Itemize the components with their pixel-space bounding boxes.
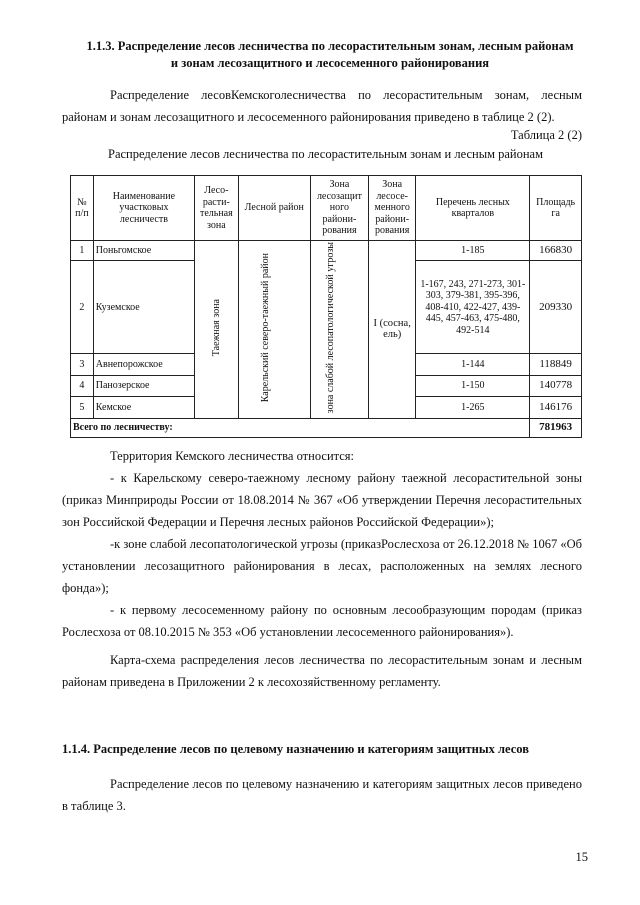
row-area: 118849 <box>530 354 582 376</box>
total-value: 781963 <box>530 418 582 437</box>
page-number: 15 <box>575 850 588 864</box>
heading-line-1: 1.1.3. Распределение лесов лесничества по лесорастительным зонам, лесным районам <box>86 39 574 53</box>
territory-lead: Территория Кемского лесничества относится: <box>110 449 355 463</box>
row-quarters: 1-185 <box>416 241 530 261</box>
purpose-paragraph: Распределение лесов по целевому назначению и категориям защитных лесов приведено в таблице 3. <box>62 777 582 813</box>
merged-seed: I (сосна, ель) <box>368 241 416 419</box>
row-area: 209330 <box>530 261 582 354</box>
row-num: 5 <box>71 397 94 419</box>
header-seed: Зона лесосе-менного райони-рования <box>368 176 416 241</box>
header-name: Наименование участковых лесничеств <box>93 176 194 241</box>
row-quarters: 1-150 <box>416 375 530 397</box>
territory-item-2: -к зоне слабой лесопатологической угрозы (приказРослесхоза от 26.12.2018 № 1067 «Об установлении лесозащитного районирования в лесах, расположенных на землях лесного фонда»); <box>62 537 582 595</box>
header-area: Площадь га <box>530 176 582 241</box>
row-name: Кемское <box>93 397 194 419</box>
row-area: 166830 <box>530 241 582 261</box>
row-num: 2 <box>71 261 94 354</box>
header-zone: Лесо-расти-тельная зона <box>195 176 238 241</box>
territory-item-1: - к Карельскому северо-таежному лесному району таежной лесорастительной зоны (приказ Минприроды России от 18.08.2014 № 367 «Об утверждении Перечня лесорастительных зон Российской Федерации и Перечня лесных районов Российской Федерации»); <box>62 471 582 529</box>
header-district: Лесной район <box>238 176 310 241</box>
row-quarters: 1-144 <box>416 354 530 376</box>
row-name: Куземское <box>93 261 194 354</box>
section-heading-1-1-4: 1.1.4. Распределение лесов по целевому назначению и категориям защитных лесов <box>62 742 529 756</box>
row-name: Авнепорожское <box>93 354 194 376</box>
map-note: Карта-схема распределения лесов лесничества по лесорастительным зонам и лесным районам приведена в Приложении 2 к лесохозяйственному регламенту. <box>62 653 582 689</box>
header-num: № п/п <box>71 176 94 241</box>
forest-distribution-table <box>70 175 582 438</box>
merged-district-cell <box>238 241 310 419</box>
territory-text <box>62 445 582 693</box>
table-header-row <box>71 176 582 241</box>
row-area: 140778 <box>530 375 582 397</box>
merged-zone-cell <box>195 241 238 419</box>
territory-item-3: - к первому лесосеменному району по основным лесообразующим породам (приказ Рослесхоза от 08.10.2015 № 353 «Об установлении лесосеменного районирования»). <box>62 603 582 639</box>
intro-paragraph: Распределение лесовКемскоголесничества по лесорастительным зонам, лесным районам и зонам лесозащитного и лесосеменного районирования приведено в таблице 2 (2). <box>62 88 582 124</box>
total-label: Всего по лесничеству: <box>71 418 530 437</box>
table-total-row <box>71 418 582 437</box>
merged-protect: зона слабой лесопатологической угрозы <box>325 242 337 414</box>
merged-district: Карельский северо-таежный район <box>260 253 272 403</box>
row-num: 3 <box>71 354 94 376</box>
merged-protect-cell <box>310 241 368 419</box>
row-quarters: 1-167, 243, 271-273, 301-303, 379-381, 395-396, 408-410, 422-427, 439-445, 457-463, 475-480, 492-514 <box>416 261 530 354</box>
heading-line-2: и зонам лесозащитного и лесосеменного районирования <box>170 56 490 70</box>
merged-zone: Таежная зона <box>210 299 222 357</box>
section-heading-1-1-3 <box>60 38 600 72</box>
row-num: 1 <box>71 241 94 261</box>
header-protect: Зона лесозащит ного райони-рования <box>310 176 368 241</box>
row-quarters: 1-265 <box>416 397 530 419</box>
header-quarters: Перечень лесных кварталов <box>416 176 530 241</box>
row-num: 4 <box>71 375 94 397</box>
row-area: 146176 <box>530 397 582 419</box>
row-name: Поньгомское <box>93 241 194 261</box>
table-title: Распределение лесов лесничества по лесорастительным зонам и лесным районам <box>108 147 544 161</box>
table-label: Таблица 2 (2) <box>510 128 582 142</box>
table-row <box>71 241 582 261</box>
row-name: Панозерское <box>93 375 194 397</box>
